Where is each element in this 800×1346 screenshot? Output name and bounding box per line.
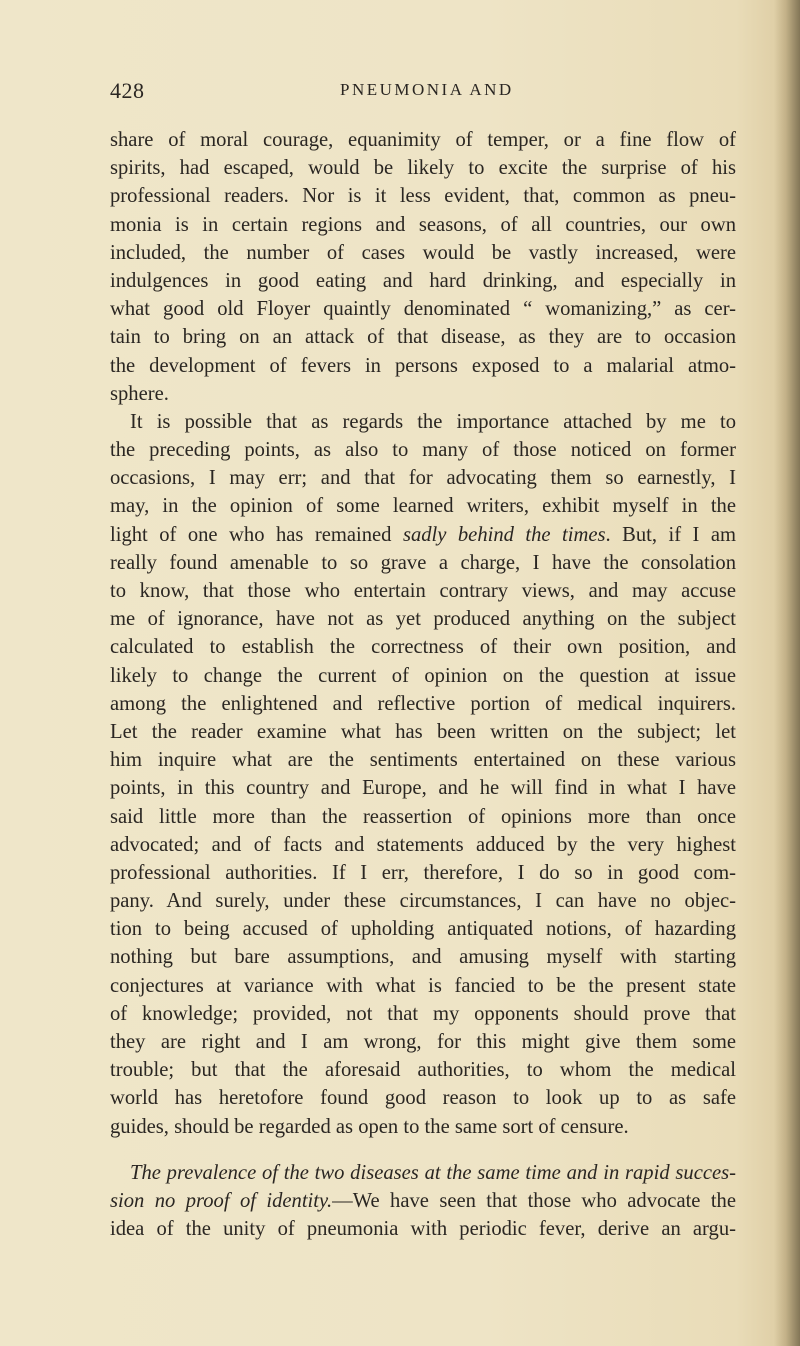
- text-line: professional authorities. If I err, therefore, I do so in good com-: [110, 861, 736, 884]
- text-line: sphere.: [110, 382, 169, 405]
- page-header: [110, 78, 730, 112]
- text-line: of knowledge; provided, not that my opponents should prove that: [110, 1002, 736, 1025]
- text-line: tion to being accused of upholding antiquated notions, of hazarding: [110, 918, 736, 941]
- text-line: nothing but bare assumptions, and amusing myself with starting: [110, 946, 736, 969]
- italic-phrase: sion no proof of identity.: [110, 1189, 333, 1212]
- text-run: . But, if I am: [605, 523, 736, 546]
- text-line: may, in the opinion of some learned writers, exhibit myself in the: [110, 495, 736, 518]
- text-line: really found amenable to so grave a charge, I have the consolation: [110, 551, 736, 574]
- text-line: they are right and I am wrong, for this might give them some: [110, 1031, 736, 1053]
- text-line: spirits, had escaped, would be likely to excite the surprise of his: [110, 157, 736, 180]
- text-line: among the enlightened and reflective portion of medical inquirers.: [110, 692, 736, 715]
- text-line: calculated to establish the correctness of their own position, and: [110, 636, 736, 659]
- text-line: indulgences in good eating and hard drinking, and especially in: [110, 269, 736, 292]
- italic-phrase: sadly behind the times: [402, 523, 606, 546]
- text-line: points, in this country and Europe, and he will find in what I have: [110, 777, 736, 800]
- text-line: pany. And surely, under these circumstances, I can have no objec-: [110, 890, 736, 913]
- text-line: said little more than the reassertion of opinions more than once: [110, 805, 736, 828]
- paragraph-3: [110, 1159, 736, 1244]
- body-text: [110, 126, 736, 1243]
- text-run: light of one who has remained: [110, 523, 403, 546]
- text-line-with-italic: [110, 1187, 736, 1215]
- text-line: him inquire what are the sentiments entertained on these various: [110, 749, 736, 772]
- text-line: advocated; and of facts and statements adduced by the very highest: [110, 833, 736, 856]
- text-line: professional readers. Nor is it less evident, that, common as pneu-: [110, 185, 736, 208]
- text-line: to know, that those who entertain contrary views, and may accuse: [110, 580, 736, 602]
- page-edge-shadow: [774, 0, 800, 1346]
- text-line: the preceding points, as also to many of those noticed on former: [110, 439, 736, 462]
- paragraph-1: [110, 126, 736, 408]
- text-line: guides, should be regarded as open to the same sort of censure.: [110, 1115, 629, 1138]
- section-heading-line: The prevalence of the two diseases at the same time and in rapid succes-: [130, 1161, 736, 1184]
- text-line: conjectures at variance with what is fancied to be the present state: [110, 974, 736, 997]
- section-gap: [110, 1141, 736, 1159]
- text-line: monia is in certain regions and seasons, of all countries, our own: [110, 213, 736, 236]
- text-line: tain to bring on an attack of that disease, as they are to occasion: [110, 326, 736, 349]
- text-line: It is possible that as regards the importance attached by me to: [130, 410, 736, 433]
- text-run: —We have seen that those who advocate the: [332, 1189, 736, 1212]
- text-line: the development of fevers in persons exposed to a malarial atmo-: [110, 354, 736, 377]
- running-head: PNEUMONIA AND: [340, 80, 514, 99]
- text-line-with-italic: [110, 521, 736, 549]
- text-line: included, the number of cases would be vastly increased, were: [110, 241, 736, 264]
- text-line: Let the reader examine what has been written on the subject; let: [110, 720, 736, 743]
- text-line: idea of the unity of pneumonia with periodic fever, derive an argu-: [110, 1218, 736, 1241]
- text-line: world has heretofore found good reason to look up to as safe: [110, 1087, 736, 1110]
- text-line: occasions, I may err; and that for advocating them so earnestly, I: [110, 467, 736, 490]
- text-line: me of ignorance, have not as yet produced anything on the subject: [110, 608, 736, 631]
- paragraph-2: [110, 408, 736, 1141]
- page-number: 428: [110, 78, 145, 103]
- text-line: trouble; but that the aforesaid authorities, to whom the medical: [110, 1059, 736, 1082]
- text-line: what good old Floyer quaintly denominated “ womanizing,” as cer-: [110, 298, 736, 321]
- text-line: likely to change the current of opinion on the question at issue: [110, 664, 736, 687]
- text-line: share of moral courage, equanimity of temper, or a fine flow of: [110, 129, 736, 151]
